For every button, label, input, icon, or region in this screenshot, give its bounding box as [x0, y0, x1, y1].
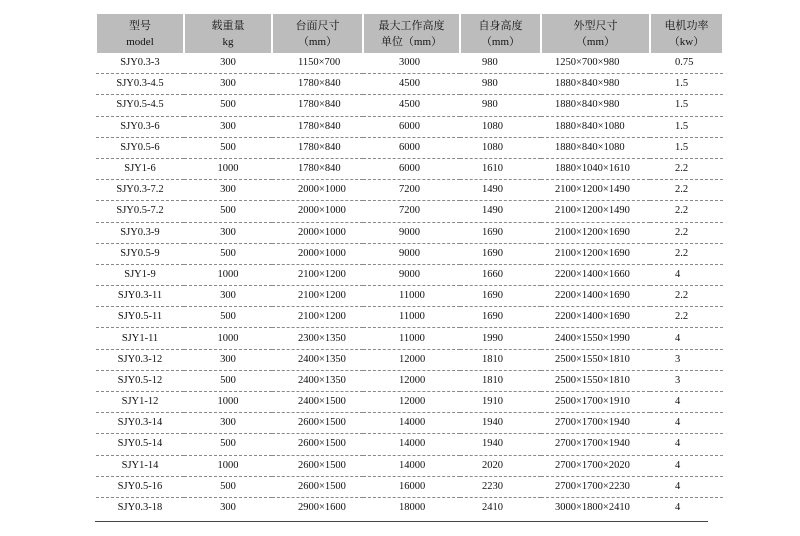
cell-overall-size: 2100×1200×1490	[541, 201, 650, 222]
cell-load-capacity: 500	[184, 370, 272, 391]
table-row	[96, 222, 723, 243]
cell-self-height: 1690	[460, 243, 541, 264]
table-row	[96, 201, 723, 222]
cell-max-working-height: 9000	[363, 243, 460, 264]
cell-model: SJY0.5-12	[96, 370, 184, 391]
cell-max-working-height: 7200	[363, 201, 460, 222]
cell-load-capacity: 300	[220, 502, 236, 514]
cell-motor-power: 1.5	[650, 116, 723, 137]
cell-self-height: 1940	[460, 413, 541, 434]
cell-overall-size: 2700×1700×1940	[541, 413, 650, 434]
cell-max-working-height: 14000	[363, 455, 460, 476]
cell-load-capacity: 300	[184, 286, 272, 307]
cell-motor-power: 1.5	[650, 74, 723, 95]
cell-self-height: 1610	[460, 158, 541, 179]
cell-self-height: 1810	[460, 349, 541, 370]
cell-motor-power: 4	[675, 502, 681, 514]
cell-overall-size: 3000×1800×2410	[555, 502, 630, 514]
cell-table-size: 2000×1000	[272, 222, 363, 243]
cell-self-height: 1690	[460, 286, 541, 307]
table-row	[96, 264, 723, 285]
cell-overall-size: 2100×1200×1490	[541, 180, 650, 201]
cell-max-working-height: 11000	[363, 307, 460, 328]
header-label-cn: 型号	[129, 18, 151, 32]
cell-model: SJY0.5-14	[96, 434, 184, 455]
cell-table-size: 2100×1200	[272, 286, 363, 307]
cell-overall-size: 2400×1550×1990	[541, 328, 650, 349]
cell-table-size: 2600×1500	[272, 476, 363, 497]
table-row	[96, 243, 723, 264]
cell-model: SJY0.3-9	[96, 222, 184, 243]
cell-motor-power: 4	[650, 476, 723, 497]
cell-load-capacity: 500	[184, 137, 272, 158]
table-row	[96, 455, 723, 476]
cell-overall-size: 2500×1550×1810	[541, 349, 650, 370]
cell-load-capacity: 500	[184, 201, 272, 222]
cell-load-capacity: 300	[184, 53, 272, 74]
cell-table-size: 2000×1000	[272, 201, 363, 222]
table-body	[96, 53, 723, 518]
cell-load-capacity: 1000	[184, 392, 272, 413]
cell-max-working-height: 14000	[363, 434, 460, 455]
cell-load-capacity: 300	[184, 413, 272, 434]
table-row	[96, 137, 723, 158]
cell-overall-size: 1250×700×980	[541, 53, 650, 74]
header-max-working-height	[363, 14, 460, 53]
table-row	[96, 392, 723, 413]
cell-table-size: 2600×1500	[272, 434, 363, 455]
cell-max-working-height: 18000	[399, 502, 426, 514]
cell-model: SJY0.3-11	[96, 286, 184, 307]
cell-max-working-height: 12000	[363, 370, 460, 391]
table-row	[96, 286, 723, 307]
cell-max-working-height: 3000	[363, 53, 460, 74]
cell-overall-size: 2100×1200×1690	[541, 222, 650, 243]
cell-max-working-height: 6000	[363, 158, 460, 179]
cell-self-height: 1810	[460, 370, 541, 391]
cell-table-size: 2400×1500	[272, 392, 363, 413]
cell-overall-size: 2700×1700×1940	[541, 434, 650, 455]
cell-model: SJY0.3-4.5	[96, 74, 184, 95]
cell-motor-power: 2.2	[650, 180, 723, 201]
cell-table-size: 2100×1200	[272, 307, 363, 328]
header-table-size	[272, 14, 363, 53]
cell-table-size: 1780×840	[272, 158, 363, 179]
cell-model: SJY0.5-16	[96, 476, 184, 497]
cell-table-size: 2400×1350	[272, 349, 363, 370]
table-row	[96, 180, 723, 201]
header-label-cn: 电机功率	[664, 18, 709, 32]
cell-max-working-height: 16000	[363, 476, 460, 497]
spec-table	[95, 14, 724, 518]
cell-model: SJY0.3-7.2	[96, 180, 184, 201]
cell-table-size: 2900×1600	[298, 502, 346, 514]
bottom-rule	[95, 521, 708, 522]
cell-table-size: 2000×1000	[272, 243, 363, 264]
header-label-unit: （mm）	[480, 35, 521, 48]
cell-overall-size: 2700×1700×2020	[541, 455, 650, 476]
cell-load-capacity: 300	[184, 349, 272, 370]
cell-motor-power: 4	[650, 455, 723, 476]
cell-model: SJY0.5-6	[96, 137, 184, 158]
cell-self-height: 980	[460, 53, 541, 74]
cell-motor-power: 4	[650, 264, 723, 285]
header-label-unit: （mm）	[297, 35, 338, 48]
cell-motor-power: 4	[650, 328, 723, 349]
table-row	[96, 158, 723, 179]
cell-max-working-height: 9000	[363, 264, 460, 285]
cell-motor-power: 2.2	[650, 222, 723, 243]
cell-overall-size: 2500×1700×1910	[541, 392, 650, 413]
header-label-cn: 台面尺寸	[295, 18, 340, 32]
cell-motor-power: 1.5	[650, 95, 723, 116]
cell-load-capacity: 300	[184, 116, 272, 137]
cell-table-size: 2400×1350	[272, 370, 363, 391]
cell-model: SJY1-9	[96, 264, 184, 285]
cell-max-working-height: 11000	[363, 286, 460, 307]
cell-overall-size: 2200×1400×1690	[541, 307, 650, 328]
header-overall-size	[541, 14, 650, 53]
cell-model: SJY0.5-11	[96, 307, 184, 328]
cell-self-height: 2230	[460, 476, 541, 497]
cell-motor-power: 4	[650, 434, 723, 455]
cell-max-working-height: 6000	[363, 116, 460, 137]
cell-table-size: 1780×840	[272, 137, 363, 158]
header-model	[96, 14, 184, 53]
table-header-row	[96, 14, 723, 53]
cell-load-capacity: 1000	[184, 328, 272, 349]
cell-load-capacity: 500	[184, 307, 272, 328]
cell-model: SJY1-12	[96, 392, 184, 413]
header-load-capacity	[184, 14, 272, 53]
cell-self-height: 980	[460, 95, 541, 116]
cell-model: SJY0.3-14	[96, 413, 184, 434]
cell-table-size: 1150×700	[272, 53, 363, 74]
cell-self-height: 980	[460, 74, 541, 95]
cell-model: SJY0.3-3	[96, 53, 184, 74]
header-label-unit: model	[126, 35, 154, 48]
cell-self-height: 1690	[460, 307, 541, 328]
table-row	[96, 307, 723, 328]
cell-self-height: 1990	[460, 328, 541, 349]
header-motor-power	[650, 14, 723, 53]
header-label-cn: 载重量	[211, 18, 245, 32]
cell-table-size: 1780×840	[272, 95, 363, 116]
cell-overall-size: 1880×1040×1610	[541, 158, 650, 179]
cell-load-capacity: 300	[184, 74, 272, 95]
table-row	[96, 328, 723, 349]
cell-table-size: 2600×1500	[272, 455, 363, 476]
header-label-unit: （kw）	[668, 35, 705, 48]
cell-table-size: 1780×840	[272, 116, 363, 137]
cell-motor-power: 2.2	[650, 158, 723, 179]
table-row	[96, 95, 723, 116]
cell-load-capacity: 500	[184, 95, 272, 116]
header-label-unit: （mm）	[575, 35, 616, 48]
cell-max-working-height: 12000	[363, 349, 460, 370]
cell-table-size: 2300×1350	[272, 328, 363, 349]
table-row	[96, 413, 723, 434]
cell-motor-power: 2.2	[650, 286, 723, 307]
cell-self-height: 1080	[460, 116, 541, 137]
cell-overall-size: 2200×1400×1690	[541, 286, 650, 307]
table-row	[96, 497, 723, 518]
cell-load-capacity: 500	[184, 434, 272, 455]
cell-overall-size: 2200×1400×1660	[541, 264, 650, 285]
cell-motor-power: 3	[650, 370, 723, 391]
cell-overall-size: 1880×840×980	[541, 95, 650, 116]
cell-overall-size: 1880×840×1080	[541, 116, 650, 137]
cell-load-capacity: 500	[184, 476, 272, 497]
table-row	[96, 476, 723, 497]
cell-motor-power: 2.2	[650, 307, 723, 328]
header-label-unit: kg	[222, 35, 234, 48]
cell-max-working-height: 4500	[363, 95, 460, 116]
header-self-height	[460, 14, 541, 53]
cell-self-height: 1490	[460, 201, 541, 222]
cell-overall-size: 1880×840×980	[541, 74, 650, 95]
cell-self-height: 1910	[460, 392, 541, 413]
cell-overall-size: 1880×840×1080	[541, 137, 650, 158]
cell-model: SJY0.3-12	[96, 349, 184, 370]
cell-max-working-height: 9000	[363, 222, 460, 243]
cell-self-height: 1940	[460, 434, 541, 455]
cell-model: SJY1-11	[96, 328, 184, 349]
cell-load-capacity: 500	[184, 243, 272, 264]
cell-motor-power: 4	[650, 413, 723, 434]
cell-motor-power: 0.75	[650, 53, 723, 74]
cell-motor-power: 2.2	[650, 243, 723, 264]
cell-max-working-height: 4500	[363, 74, 460, 95]
cell-load-capacity: 300	[184, 222, 272, 243]
header-label-cn: 外型尺寸	[573, 18, 618, 32]
cell-overall-size: 2700×1700×2230	[541, 476, 650, 497]
table-row	[96, 349, 723, 370]
cell-motor-power: 2.2	[650, 201, 723, 222]
header-label-cn: 最大工作高度	[378, 18, 445, 32]
cell-load-capacity: 1000	[184, 264, 272, 285]
cell-motor-power: 3	[650, 349, 723, 370]
cell-self-height: 1690	[460, 222, 541, 243]
table-row	[96, 370, 723, 391]
cell-model: SJY0.3-18	[117, 502, 163, 514]
table-row	[96, 53, 723, 74]
header-label-unit: 单位（mm）	[380, 35, 443, 48]
cell-max-working-height: 7200	[363, 180, 460, 201]
cell-load-capacity: 1000	[184, 455, 272, 476]
cell-load-capacity: 300	[184, 180, 272, 201]
cell-model: SJY0.5-7.2	[96, 201, 184, 222]
cell-self-height: 1660	[460, 264, 541, 285]
table-row	[96, 434, 723, 455]
cell-motor-power: 1.5	[650, 137, 723, 158]
cell-self-height: 1080	[460, 137, 541, 158]
cell-model: SJY0.5-4.5	[96, 95, 184, 116]
header-label-cn: 自身高度	[478, 18, 523, 32]
cell-model: SJY1-14	[96, 455, 184, 476]
table-row	[96, 74, 723, 95]
cell-max-working-height: 11000	[363, 328, 460, 349]
cell-max-working-height: 12000	[363, 392, 460, 413]
cell-overall-size: 2500×1550×1810	[541, 370, 650, 391]
cell-self-height: 2020	[460, 455, 541, 476]
cell-model: SJY0.5-9	[96, 243, 184, 264]
cell-table-size: 2600×1500	[272, 413, 363, 434]
cell-overall-size: 2100×1200×1690	[541, 243, 650, 264]
cell-max-working-height: 14000	[363, 413, 460, 434]
cell-self-height: 1490	[460, 180, 541, 201]
table-row	[96, 116, 723, 137]
cell-load-capacity: 1000	[184, 158, 272, 179]
cell-self-height: 2410	[482, 502, 503, 514]
cell-table-size: 1780×840	[272, 74, 363, 95]
cell-motor-power: 4	[650, 392, 723, 413]
cell-model: SJY0.3-6	[96, 116, 184, 137]
cell-table-size: 2100×1200	[272, 264, 363, 285]
cell-model: SJY1-6	[96, 158, 184, 179]
cell-max-working-height: 6000	[363, 137, 460, 158]
cell-table-size: 2000×1000	[272, 180, 363, 201]
